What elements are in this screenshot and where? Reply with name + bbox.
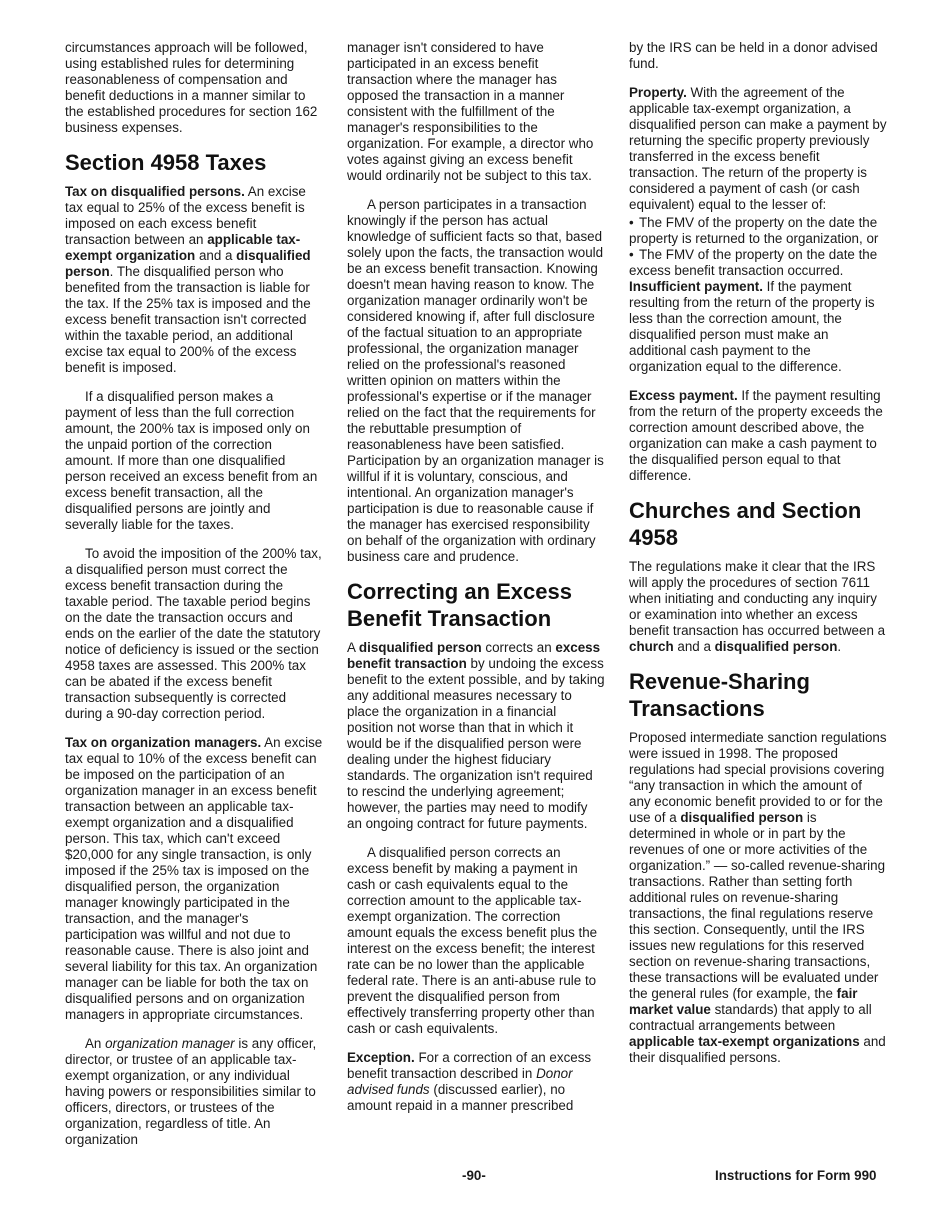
text-run: and their disqualified persons. <box>629 1034 886 1065</box>
bullet-text: The FMV of the property on the date the excess benefit transaction occurred. <box>629 247 878 278</box>
text-run: is determined in whole or in part by the revenues of one or more activities of the organization.” — so-called revenue-sharing transactions. Rather than setting forth additional rules on revenue-sharing transactions, the final regulations reserve this section. Consequently, until the IRS issues new regulations for this reserved section on revenue-sharing transactions, these transactions will be evaluated under the general rules (for example, the <box>629 810 886 1001</box>
text-run: Proposed intermediate sanction regulations were issued in 1998. The proposed regulations had special provisions covering “any transaction in which the amount of any economic benefit provided to or for the use of a <box>629 730 887 825</box>
text-run: corrects an <box>481 640 556 655</box>
paragraph-insufficient-payment <box>629 279 887 375</box>
paragraph-property <box>629 85 887 213</box>
paragraph-revenue-sharing <box>629 730 887 1066</box>
bold-term: applicable tax-exempt organization <box>65 232 301 263</box>
bold-term: excess benefit transaction <box>347 640 601 671</box>
text-run: by undoing the excess benefit to the extent possible, and by taking any additional measures necessary to place the organization in a financial position not worse than that in which it would be if the disqualified person were dealing under the highest fiduciary standards. The organization isn't required to rescind the underlying agreement; however, the parties may need to modify an ongoing contract for future payments. <box>347 656 605 831</box>
paragraph-intro: circumstances approach will be followed, using established rules for determining reasonableness of compensation and benefit deductions in a manner similar to the established procedures for section 162 business expenses. <box>65 40 318 135</box>
text-run: If the payment resulting from the return of the property is less than the correction amount, the disqualified person must make an additional cash payment to the organization equal to the difference. <box>629 279 875 374</box>
heading-section-4958-taxes: Section 4958 Taxes <box>65 150 267 175</box>
bullet-item-fmv-returned <box>629 215 887 247</box>
bullet-icon: • <box>629 215 634 230</box>
paragraph-donor-advised-fund: by the IRS can be held in a donor advised fund. <box>629 40 878 71</box>
form-title-footer: Instructions for Form 990 <box>715 1168 877 1183</box>
text-run: is any officer, director, or trustee of an applicable tax-exempt organization, or any individual having powers or responsibilities similar to officers, directors, or trustees of the organization, regardless of title. An organization <box>65 1036 317 1147</box>
paragraph-tax-organization-managers <box>65 735 323 1023</box>
bold-term: fair market value <box>629 986 858 1017</box>
column-left <box>65 40 323 1148</box>
heading-churches-section-4958: Churches and Section 4958 <box>629 498 862 550</box>
column-right <box>629 40 887 1066</box>
text-run: and a <box>195 248 237 263</box>
paragraph-organization-manager-definition <box>65 1036 323 1148</box>
paragraph-exception <box>347 1050 605 1114</box>
paragraph-excess-payment <box>629 388 887 484</box>
run-in-heading: Property. <box>629 85 687 100</box>
bold-term: church <box>629 639 674 654</box>
italic-term: Donor advised funds <box>347 1066 573 1097</box>
paragraph-tax-disqualified-persons <box>65 184 323 376</box>
bold-term: disqualified person <box>358 640 482 655</box>
run-in-heading: Insufficient payment. <box>629 279 763 294</box>
text-run: For a correction of an excess benefit transaction described in <box>347 1050 592 1081</box>
bold-term: disqualified person <box>714 639 838 654</box>
text-run: standards) that apply to all contractual arrangements between <box>629 1002 872 1033</box>
page-number: -90- <box>462 1168 486 1183</box>
text-run: With the agreement of the applicable tax-exempt organization, a disqualified person can make a payment by returning the specific property previously transferred in the excess benefit transaction. The return of the property is considered a payment of cash (or cash equivalent) equal to the lesser of: <box>629 85 887 212</box>
text-run: and a <box>673 639 715 654</box>
paragraph-partial-payment: If a disqualified person makes a payment of less than the full correction amount, the 200% tax is imposed only on the unpaid portion of the correction amount. If more than one disqualified person received an excess benefit from an excess benefit transaction, all the disqualified persons are jointly and severally liable for the taxes. <box>65 389 318 532</box>
italic-term: organization manager <box>105 1036 235 1051</box>
text-run: If the payment resulting from the return of the property exceeds the correction amount described above, the organization can make a cash payment to the disqualified person equal to that difference. <box>629 388 883 483</box>
text-run: An excise tax equal to 25% of the excess benefit is imposed on each excess benefit transaction between an <box>65 184 306 247</box>
paragraph-manager-opposed: manager isn't considered to have participated in an excess benefit transaction where the manager has opposed the transaction in a manner consistent with the fulfillment of the manager's responsibilities to the organization. For example, a director who votes against giving an excess benefit would ordinarily not be subject to this tax. <box>347 40 594 183</box>
bullet-text: The FMV of the property on the date the property is returned to the organization, or <box>629 215 879 246</box>
text-run: (discussed earlier), no amount repaid in a manner prescribed <box>347 1082 574 1113</box>
bold-term: applicable tax-exempt organizations <box>629 1034 860 1049</box>
text-run: . <box>837 639 842 654</box>
paragraph-churches <box>629 559 887 655</box>
run-in-heading: Tax on disqualified persons. <box>65 184 245 199</box>
paragraph-correction-definition <box>347 640 605 832</box>
column-middle <box>347 40 605 1114</box>
bullet-icon: • <box>629 247 634 262</box>
bullet-item-fmv-occurred <box>629 247 887 279</box>
run-in-heading: Tax on organization managers. <box>65 735 262 750</box>
heading-revenue-sharing: Revenue-Sharing Transactions <box>629 669 810 721</box>
bold-term: disqualified person <box>65 248 311 279</box>
text-run: . The disqualified person who benefited from the transaction is liable for the tax. If the 25% tax is imposed and the excess benefit transaction isn't corrected within the taxable period, an additional excise tax equal to 200% of the excess benefit is imposed. <box>65 264 311 375</box>
text-run: An <box>85 1036 106 1051</box>
run-in-heading: Exception. <box>347 1050 415 1065</box>
paragraph-knowingly: A person participates in a transaction knowingly if the person has actual knowledge of sufficient facts so that, based solely upon the facts, the transaction would be an excess benefit transaction. Knowing doesn't mean having reason to know. The organization manager ordinarily won't be considered knowing if, after full disclosure of the factual situation to an appropriate professional, the organization manager relied on the professional's reasoned written opinion on matters within the professional's expertise or if the manager relied on the fact that the requirements for the rebuttable presumption of reasonableness have been satisfied. Participation by an organization manager is willful if it is voluntary, conscious, and intentional. An organization manager's participation is due to reasonable cause if the manager has exercised responsibility on behalf of the organization with ordinary business care and prudence. <box>347 197 604 564</box>
paragraph-avoid-200-tax: To avoid the imposition of the 200% tax, a disqualified person must correct the excess benefit transaction during the taxable period. The taxable period begins on the date the transaction occurs and ends on the earlier of the date the statutory notice of deficiency is issued or the section 4958 taxes are assessed. This 200% tax can be abated if the excess benefit transaction subsequently is corrected during a 90-day correction period. <box>65 546 322 721</box>
bold-term: disqualified person <box>680 810 804 825</box>
heading-correcting-excess-benefit: Correcting an Excess Benefit Transaction <box>347 579 572 631</box>
text-run: An excise tax equal to 10% of the excess benefit can be imposed on the participation of an organization manager in an excess benefit transaction between an applicable tax-exempt organization and a disqualified person. This tax, which can't exceed $20,000 for any single transaction, is only imposed if the 25% tax is imposed on the disqualified person, the organization manager knowingly participated in the transaction, and the manager's participation was willful and not due to reasonable cause. There is also joint and several liability for this tax. An organization manager can be liable for both the tax on disqualified persons and on organization managers in appropriate circumstances. <box>65 735 323 1022</box>
run-in-heading: Excess payment. <box>629 388 738 403</box>
text-run: A <box>347 640 359 655</box>
paragraph-correction-payment: A disqualified person corrects an excess benefit by making a payment in cash or cash equivalents equal to the correction amount to the applicable tax-exempt organization. The correction amount equals the excess benefit plus the interest on the excess benefit; the interest rate can be no lower than the applicable federal rate. There is an anti-abuse rule to prevent the disqualified person from effectively transferring property other than cash or cash equivalents. <box>347 845 598 1036</box>
text-run: The regulations make it clear that the IRS will apply the procedures of section 7611 when initiating and conducting any inquiry or examination into whether an excess benefit transaction has occurred between a <box>629 559 886 638</box>
